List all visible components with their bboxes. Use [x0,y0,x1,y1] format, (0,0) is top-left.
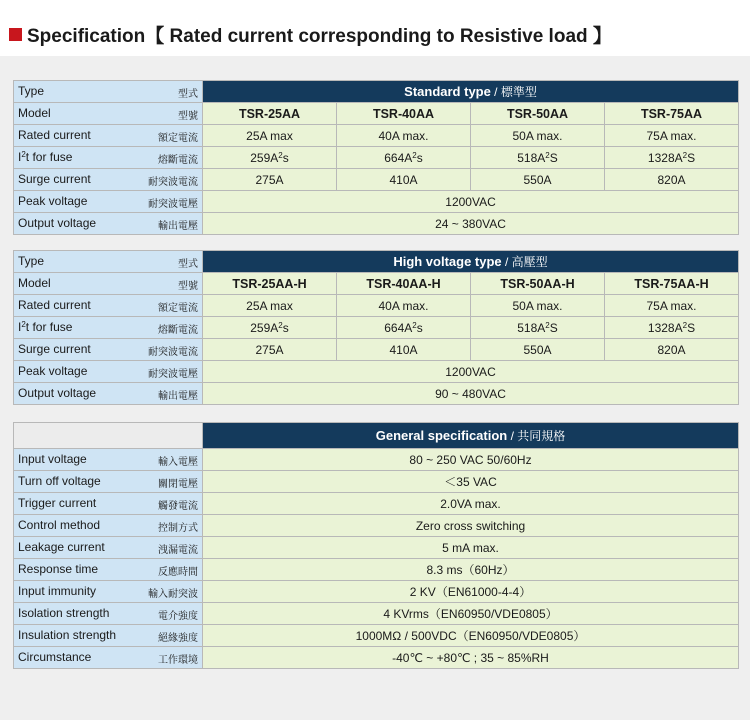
label-en: Output voltage [18,386,97,400]
table-row [14,295,739,317]
title-marker-icon [9,28,22,41]
value-cell: 90 ~ 480VAC [203,383,739,405]
row-label-model [14,103,203,125]
row-label [14,449,203,471]
table-row [14,317,739,339]
value-cell: 410A [337,339,471,361]
high-voltage-type-band [203,251,739,273]
row-label [14,493,203,515]
model-cell: TSR-75AA-H [605,273,739,295]
page-title: Specification【 Rated current corresponding to Resistive load 】 [27,26,612,47]
row-label [14,625,203,647]
table-row [14,423,739,449]
label-zh: 耐突波電壓 [148,369,198,380]
label-en: Input immunity [18,584,97,598]
table-row [14,81,739,103]
table-row [14,213,739,235]
model-cell: TSR-75AA [605,103,739,125]
model-cell: TSR-40AA-H [337,273,471,295]
table-row [14,515,739,537]
row-label [14,559,203,581]
label-en: Peak voltage [18,194,88,208]
value-cell: 25A max [203,295,337,317]
row-label-type [14,251,203,273]
row-label-peak-voltage [14,191,203,213]
label-en: $I^2t$ for fuse [18,150,73,164]
value-cell: $259A^2s$ [203,147,337,169]
value-cell: $1328A^2S$ [605,147,739,169]
table-row [14,581,739,603]
table-row [14,191,739,213]
model-cell: TSR-25AA-H [203,273,337,295]
value-cell: ＜35 VAC [203,471,739,493]
row-label-peak-voltage [14,361,203,383]
label-zh: 輸入電壓 [158,457,198,468]
row-label [14,471,203,493]
table-row [14,471,739,493]
table-row [14,625,739,647]
model-cell: TSR-50AA-H [471,273,605,295]
value-cell: 4 KVrms（EN60950/VDE0805） [203,603,739,625]
table-row [14,251,739,273]
row-label-rated-current [14,295,203,317]
value-cell: $518A^2S$ [471,147,605,169]
table-row [14,493,739,515]
row-label-i2t [14,147,203,169]
label-zh: 熔斷電流 [158,155,198,166]
value-cell: $518A^2S$ [471,317,605,339]
row-label-output-voltage [14,213,203,235]
value-cell: 1200VAC [203,361,739,383]
label-en: Circumstance [18,650,92,664]
row-label [14,515,203,537]
table-row [14,647,739,669]
label-zh: 工作環境 [158,655,198,666]
table-row [14,449,739,471]
label-en: Surge current [18,342,91,356]
table-row [14,339,739,361]
value-cell: $664A^2s$ [337,317,471,339]
blank-corner [14,423,203,449]
label-zh: 輸出電壓 [158,391,198,402]
label-en: Model [18,106,51,120]
high-voltage-type-table [13,250,739,405]
table-row [14,103,739,125]
value-cell: 275A [203,169,337,191]
label-en: Response time [18,562,99,576]
value-cell: 550A [471,339,605,361]
header [0,0,750,56]
value-cell: 40A max. [337,125,471,147]
label-zh: 電介強度 [158,611,198,622]
value-cell: 24 ~ 380VAC [203,213,739,235]
standard-type-table [13,80,739,235]
label-en: Leakage current [18,540,105,554]
label-zh: 額定電流 [158,303,198,314]
label-en: Isolation strength [18,606,110,620]
table-row [14,537,739,559]
label-en: Control method [18,518,101,532]
label-zh: 洩漏電流 [158,545,198,556]
value-cell: 1000MΩ / 500VDC（EN60950/VDE0805） [203,625,739,647]
value-cell: 820A [605,339,739,361]
value-cell: 25A max [203,125,337,147]
label-en: Output voltage [18,216,97,230]
label-en: Trigger current [18,496,97,510]
value-cell: 820A [605,169,739,191]
value-cell: 75A max. [605,125,739,147]
label-en: Rated current [18,128,91,142]
label-zh: 關閉電壓 [158,479,198,490]
label-zh: 輸出電壓 [158,221,198,232]
label-en: Peak voltage [18,364,88,378]
label-zh: 型式 [178,259,198,270]
table-row [14,603,739,625]
table-row [14,125,739,147]
value-cell: 50A max. [471,125,605,147]
value-cell: $664A^2s$ [337,147,471,169]
table-row [14,361,739,383]
value-cell: 1200VAC [203,191,739,213]
label-zh: 型號 [178,281,198,292]
label-zh: 絕緣強度 [158,633,198,644]
table-row [14,383,739,405]
label-zh: 觸發電流 [158,501,198,512]
band-title-zh: / 標準型 [490,85,537,99]
value-cell: 5 mA max. [203,537,739,559]
value-cell: 410A [337,169,471,191]
value-cell: -40℃ ~ +80℃ ; 35 ~ 85%RH [203,647,739,669]
value-cell: 550A [471,169,605,191]
table-row [14,559,739,581]
general-spec-band [203,423,739,449]
value-cell: 80 ~ 250 VAC 50/60Hz [203,449,739,471]
label-en: Model [18,276,51,290]
table-row [14,147,739,169]
row-label-rated-current [14,125,203,147]
label-en: Surge current [18,172,91,186]
band-title-zh: / 高壓型 [501,255,548,269]
band-title-zh: / 共同規格 [507,429,566,443]
label-zh: 耐突波電流 [148,177,198,188]
model-cell: TSR-40AA [337,103,471,125]
value-cell: 275A [203,339,337,361]
label-zh: 型式 [178,89,198,100]
row-label [14,581,203,603]
row-label [14,647,203,669]
label-zh: 型號 [178,111,198,122]
row-label-i2t [14,317,203,339]
value-cell: $259A^2s$ [203,317,337,339]
label-en: Insulation strength [18,628,117,642]
value-cell: $1328A^2S$ [605,317,739,339]
label-zh: 輸入耐突波 [148,589,198,600]
label-en: Input voltage [18,452,87,466]
table-row [14,273,739,295]
value-cell: 50A max. [471,295,605,317]
band-title: General specification [375,428,508,443]
model-cell: TSR-25AA [203,103,337,125]
row-label-output-voltage [14,383,203,405]
label-zh: 反應時間 [158,567,198,578]
value-cell: 75A max. [605,295,739,317]
row-label-model [14,273,203,295]
table-row [14,169,739,191]
value-cell: 8.3 ms（60Hz） [203,559,739,581]
row-label-type [14,81,203,103]
row-label [14,537,203,559]
general-spec-table [13,422,739,669]
value-cell: Zero cross switching [203,515,739,537]
value-cell: 2 KV（EN61000-4-4） [203,581,739,603]
value-cell: 40A max. [337,295,471,317]
label-en: $I^2t$ for fuse [18,320,73,334]
label-zh: 耐突波電流 [148,347,198,358]
model-cell: TSR-50AA [471,103,605,125]
row-label-surge-current [14,169,203,191]
label-en: Type [18,84,45,98]
band-title: High voltage type [393,254,502,269]
label-en: Rated current [18,298,91,312]
label-zh: 控制方式 [158,523,198,534]
row-label-surge-current [14,339,203,361]
label-zh: 耐突波電壓 [148,199,198,210]
label-zh: 熔斷電流 [158,325,198,336]
row-label [14,603,203,625]
label-zh: 額定電流 [158,133,198,144]
label-en: Turn off voltage [18,474,101,488]
value-cell: 2.0VA max. [203,493,739,515]
standard-type-band [203,81,739,103]
label-en: Type [18,254,45,268]
band-title: Standard type [404,84,491,99]
